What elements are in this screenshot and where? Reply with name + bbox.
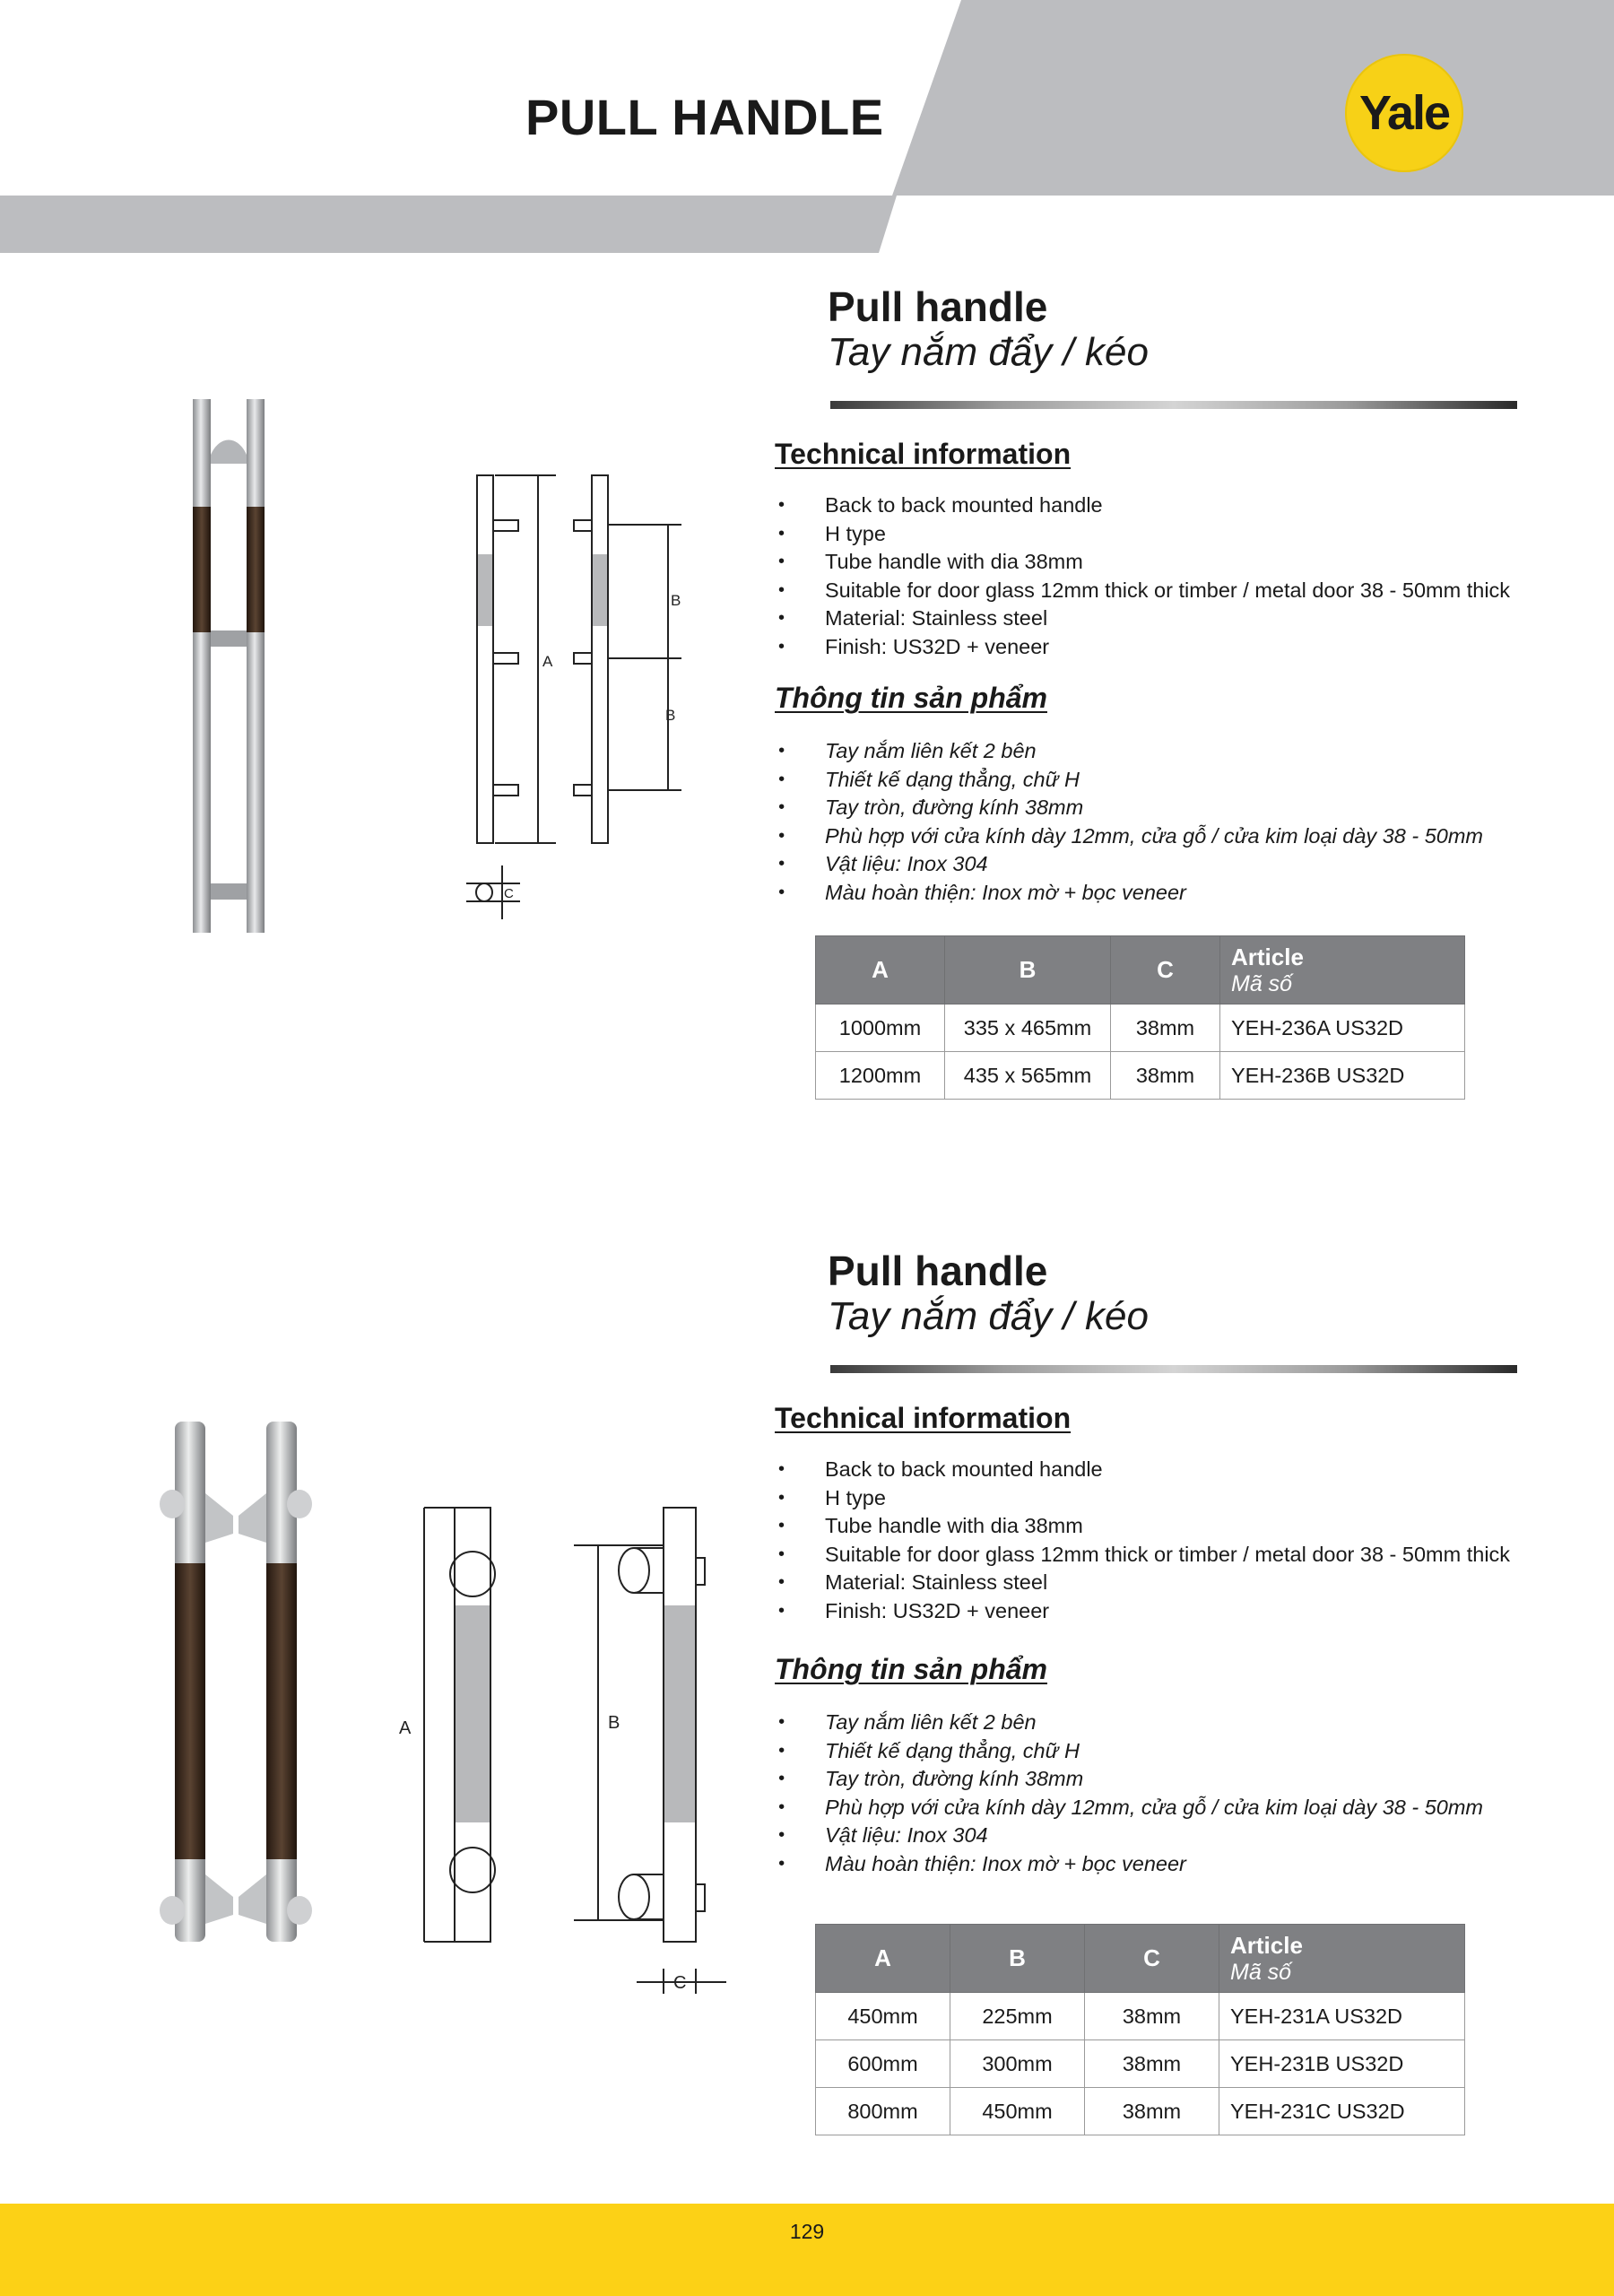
list-item: • Suitable for door glass 12mm thick or timber / metal door 38 - 50mm thick [778, 577, 1510, 605]
dim-label-a: A [542, 653, 553, 670]
list-item: • Tube handle with dia 38mm [778, 1512, 1510, 1541]
dim-label-c: C [504, 886, 514, 901]
list-item: • Màu hoàn thiện: Inox mờ + bọc veneer [778, 879, 1483, 908]
spec-table [815, 1924, 1465, 2135]
col-header-a: A [816, 936, 945, 1004]
technical-drawing-front [390, 1493, 731, 1996]
dim-label-a: A [399, 1718, 412, 1738]
table-row [816, 1004, 1465, 1052]
list-item: • Vật liệu: Inox 304 [778, 1822, 1483, 1850]
product-photo-h-handle [184, 399, 282, 937]
product-subtitle: Tay nắm đẩy / kéo [828, 1294, 1149, 1338]
list-item: • Material: Stainless steel [778, 604, 1510, 633]
list-item: • Vật liệu: Inox 304 [778, 850, 1483, 879]
list-item: • Finish: US32D + veneer [778, 633, 1510, 662]
technical-drawing-front [466, 471, 699, 928]
table-cell: 1200mm [816, 1052, 945, 1100]
product-title: Pull handle [828, 1248, 1048, 1294]
list-item: • Finish: US32D + veneer [778, 1597, 1510, 1626]
page-number: 129 [789, 2220, 825, 2243]
list-item: • Back to back mounted handle [778, 491, 1510, 520]
table-row [816, 2088, 1465, 2135]
title-divider [830, 401, 1517, 409]
table-cell: 435 x 565mm [945, 1052, 1111, 1100]
technical-info-heading: Technical information [775, 1402, 1072, 1434]
list-item: • Thiết kế dạng thẳng, chữ H [778, 766, 1483, 795]
vn-info-heading: Thông tin sản phẩm [775, 682, 1047, 714]
table-cell: 450mm [950, 2088, 1085, 2135]
technical-info-list [778, 491, 1510, 661]
table-cell: 300mm [950, 2040, 1085, 2088]
table-cell: 1000mm [816, 1004, 945, 1052]
list-item: • Tay tròn, đường kính 38mm [778, 794, 1483, 822]
col-header-article: Article Mã số [1219, 1925, 1465, 1993]
list-item: • Phù hợp với cửa kính dày 12mm, cửa gỗ / cửa kim loại dày 38 - 50mm [778, 1794, 1483, 1822]
table-row [816, 1993, 1465, 2040]
table-row [816, 2040, 1465, 2088]
vn-info-heading: Thông tin sản phẩm [775, 1653, 1047, 1685]
table-cell: YEH-236B US32D [1220, 1052, 1465, 1100]
dim-label-c: C [673, 1973, 687, 1993]
table-cell: YEH-231A US32D [1219, 1993, 1465, 2040]
table-cell: 600mm [816, 2040, 950, 2088]
yale-logo: Yale [1345, 54, 1463, 172]
list-item: • H type [778, 520, 1510, 549]
product-yeh-236 [0, 260, 1614, 1157]
col-header-b: B [950, 1925, 1085, 1993]
dim-label-b1: B [671, 592, 681, 609]
col-header-b: B [945, 936, 1111, 1004]
list-item: • Material: Stainless steel [778, 1569, 1510, 1597]
table-cell: 335 x 465mm [945, 1004, 1111, 1052]
table-cell: 38mm [1111, 1052, 1220, 1100]
list-item: • Màu hoàn thiện: Inox mờ + bọc veneer [778, 1850, 1483, 1879]
technical-info-heading: Technical information [775, 438, 1072, 470]
title-divider [830, 1365, 1517, 1373]
col-header-a: A [816, 1925, 950, 1993]
col-header-c: C [1111, 936, 1220, 1004]
table-row [816, 1052, 1465, 1100]
list-item: • Tay nắm liên kết 2 bên [778, 1709, 1483, 1737]
spec-table [815, 935, 1465, 1100]
vn-info-list [778, 737, 1483, 907]
list-item: • H type [778, 1484, 1510, 1513]
table-cell: 225mm [950, 1993, 1085, 2040]
product-subtitle: Tay nắm đẩy / kéo [828, 330, 1149, 374]
page-footer [0, 2204, 1614, 2296]
dim-label-b: B [608, 1713, 620, 1733]
table-cell: YEH-231C US32D [1219, 2088, 1465, 2135]
page-header [0, 0, 1614, 260]
table-cell: 38mm [1085, 2088, 1219, 2135]
product-title: Pull handle [828, 283, 1048, 330]
table-cell: YEH-236A US32D [1220, 1004, 1465, 1052]
list-item: • Tay tròn, đường kính 38mm [778, 1765, 1483, 1794]
dim-label-b2: B [665, 707, 676, 724]
product-yeh-231 [0, 1224, 1614, 2220]
table-header-row [816, 1925, 1465, 1993]
table-cell: 38mm [1111, 1004, 1220, 1052]
vn-info-list [778, 1709, 1483, 1878]
table-cell: 38mm [1085, 2040, 1219, 2088]
technical-info-list [778, 1456, 1510, 1625]
product-photo-h-handle [152, 1422, 323, 1951]
table-cell: 38mm [1085, 1993, 1219, 2040]
table-header-row [816, 936, 1465, 1004]
list-item: • Phù hợp với cửa kính dày 12mm, cửa gỗ / cửa kim loại dày 38 - 50mm [778, 822, 1483, 851]
table-cell: 800mm [816, 2088, 950, 2135]
col-header-article: Article Mã số [1220, 936, 1465, 1004]
page-title: PULL HANDLE [525, 89, 884, 145]
list-item: • Tay nắm liên kết 2 bên [778, 737, 1483, 766]
list-item: • Tube handle with dia 38mm [778, 548, 1510, 577]
col-header-c: C [1085, 1925, 1219, 1993]
list-item: • Thiết kế dạng thẳng, chữ H [778, 1737, 1483, 1766]
table-cell: YEH-231B US32D [1219, 2040, 1465, 2088]
list-item: • Suitable for door glass 12mm thick or timber / metal door 38 - 50mm thick [778, 1541, 1510, 1570]
table-cell: 450mm [816, 1993, 950, 2040]
list-item: • Back to back mounted handle [778, 1456, 1510, 1484]
